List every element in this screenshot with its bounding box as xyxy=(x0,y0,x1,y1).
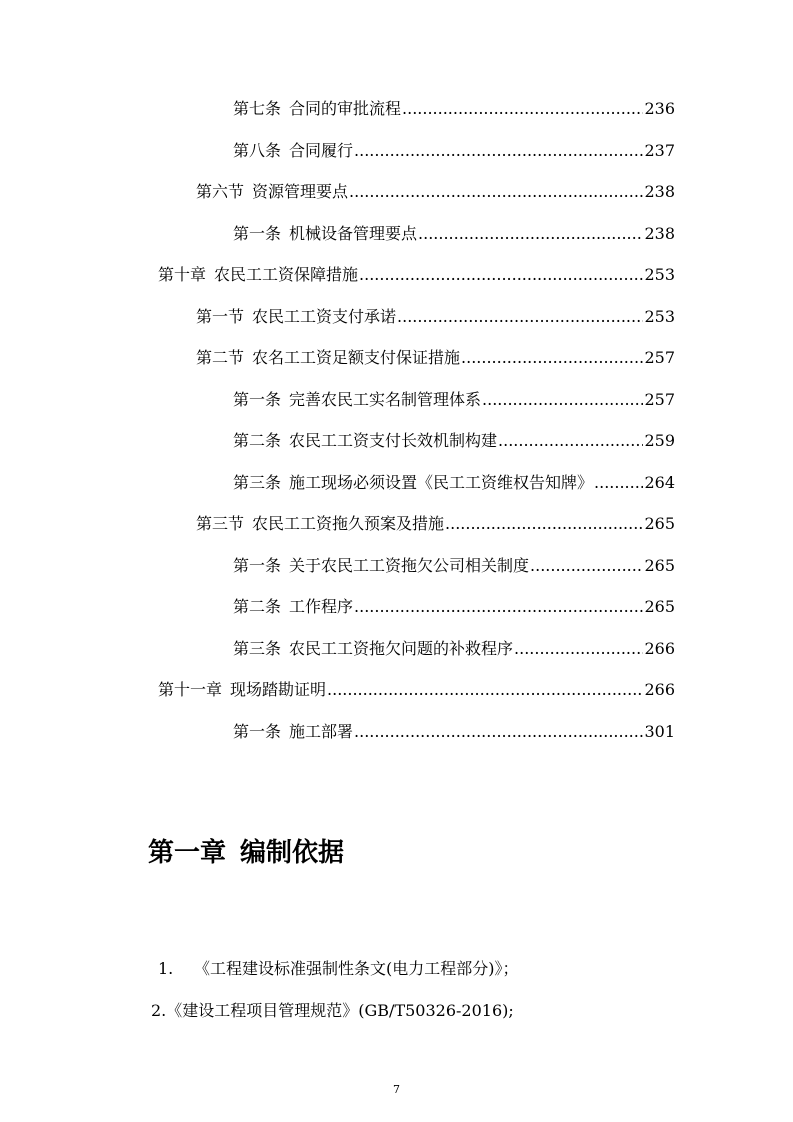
toc-leader-dots xyxy=(354,597,643,617)
toc-entry-page: 301 xyxy=(644,722,675,741)
toc-entry-title: 资源管理要点 xyxy=(252,182,349,201)
toc-leader-dots xyxy=(530,556,643,576)
toc-entry-title: 合同履行 xyxy=(289,141,354,160)
toc-leader-dots xyxy=(397,307,643,327)
toc-leader-dots xyxy=(461,348,643,368)
toc-entry-page: 236 xyxy=(644,99,675,118)
toc-entry-page: 237 xyxy=(644,141,675,160)
toc-entry-page: 259 xyxy=(644,431,675,450)
toc-entry xyxy=(233,390,675,410)
toc-entry-label: 第一节 xyxy=(196,307,245,326)
toc-entry xyxy=(233,99,675,119)
toc-entry-label: 第十一章 xyxy=(158,680,223,699)
toc-entry xyxy=(233,473,675,493)
toc-entry-title: 完善农民工实名制管理体系 xyxy=(289,390,482,409)
toc-entry-page: 257 xyxy=(644,390,675,409)
toc-leader-dots xyxy=(418,224,643,244)
toc-entry-page: 238 xyxy=(644,182,675,201)
toc-entry xyxy=(233,141,675,161)
toc-entry xyxy=(158,265,675,285)
toc-entry xyxy=(233,597,675,617)
chapter-heading xyxy=(148,836,344,870)
reference-text: 2.《建设工程项目管理规范》(GB/T50326-2016); xyxy=(151,1001,514,1020)
toc-entry-page: 265 xyxy=(644,597,675,616)
toc-leader-dots xyxy=(327,680,643,700)
reference-item xyxy=(151,1000,514,1022)
toc-entry-label: 第三节 xyxy=(196,514,245,533)
toc-entry-title: 现场踏勘证明 xyxy=(230,680,327,699)
toc-entry xyxy=(196,348,675,368)
toc-entry-page: 266 xyxy=(644,680,675,699)
toc-leader-dots xyxy=(498,431,643,451)
toc-entry-label: 第八条 xyxy=(233,141,282,160)
toc-entry-label: 第六节 xyxy=(196,182,245,201)
toc-entry-title: 施工部署 xyxy=(289,722,354,741)
toc-entry xyxy=(233,431,675,451)
toc-leader-dots xyxy=(359,265,643,285)
toc-entry-title: 农民工工资保障措施 xyxy=(214,265,359,284)
toc-entry xyxy=(196,182,675,202)
reference-number: 1. xyxy=(158,959,174,978)
chapter-label: 第一章 xyxy=(148,838,227,868)
page-number: 7 xyxy=(393,1083,400,1096)
toc-entry-title: 农民工工资支付承诺 xyxy=(252,307,397,326)
toc-entry-page: 265 xyxy=(644,514,675,533)
toc-entry xyxy=(233,722,675,742)
toc-leader-dots xyxy=(594,473,643,493)
toc-entry-title: 工作程序 xyxy=(289,597,354,616)
toc-entry xyxy=(196,514,675,534)
toc-entry xyxy=(233,556,675,576)
toc-entry xyxy=(233,639,675,659)
toc-entry-title: 农民工工资拖欠问题的补救程序 xyxy=(289,639,514,658)
toc-entry-label: 第一条 xyxy=(233,390,282,409)
toc-entry xyxy=(158,680,675,700)
toc-entry-page: 253 xyxy=(644,307,675,326)
toc-entry-title: 农民工工资拖久预案及措施 xyxy=(252,514,445,533)
toc-entry-title: 机械设备管理要点 xyxy=(289,224,418,243)
toc-leader-dots xyxy=(354,722,643,742)
toc-entry-label: 第一条 xyxy=(233,722,282,741)
toc-entry-label: 第二条 xyxy=(233,597,282,616)
toc-entry-title: 关于农民工工资拖欠公司相关制度 xyxy=(289,556,530,575)
toc-leader-dots xyxy=(402,99,643,119)
toc-entry-label: 第十章 xyxy=(158,265,207,284)
toc-entry-label: 第三条 xyxy=(233,639,282,658)
toc-entry-label: 第三条 xyxy=(233,473,282,492)
toc-entry-label: 第一条 xyxy=(233,224,282,243)
reference-item xyxy=(158,958,519,980)
toc-leader-dots xyxy=(349,182,643,202)
reference-text: 《工程建设标准强制性条文(电力工程部分)》； xyxy=(194,959,519,978)
toc-entry-page: 264 xyxy=(644,473,675,492)
toc-entry-page: 265 xyxy=(644,556,675,575)
toc-entry-page: 253 xyxy=(644,265,675,284)
toc-entry-label: 第二条 xyxy=(233,431,282,450)
toc-entry-title: 合同的审批流程 xyxy=(289,99,402,118)
toc-entry-label: 第二节 xyxy=(196,348,245,367)
toc-entry-page: 238 xyxy=(644,224,675,243)
toc-entry xyxy=(233,224,675,244)
toc-entry xyxy=(196,307,675,327)
toc-entry-title: 农民工工资支付长效机制构建 xyxy=(289,431,498,450)
toc-entry-page: 257 xyxy=(644,348,675,367)
toc-entry-title: 施工现场必须设置《民工工资维权告知牌》 xyxy=(289,473,594,492)
toc-leader-dots xyxy=(354,141,643,161)
toc-entry-label: 第七条 xyxy=(233,99,282,118)
toc-leader-dots xyxy=(482,390,643,410)
toc-entry-page: 266 xyxy=(644,639,675,658)
chapter-title: 编制依据 xyxy=(240,838,345,868)
toc-leader-dots xyxy=(445,514,643,534)
toc-leader-dots xyxy=(514,639,643,659)
toc-entry-title: 农名工工资足额支付保证措施 xyxy=(252,348,461,367)
toc-entry-label: 第一条 xyxy=(233,556,282,575)
